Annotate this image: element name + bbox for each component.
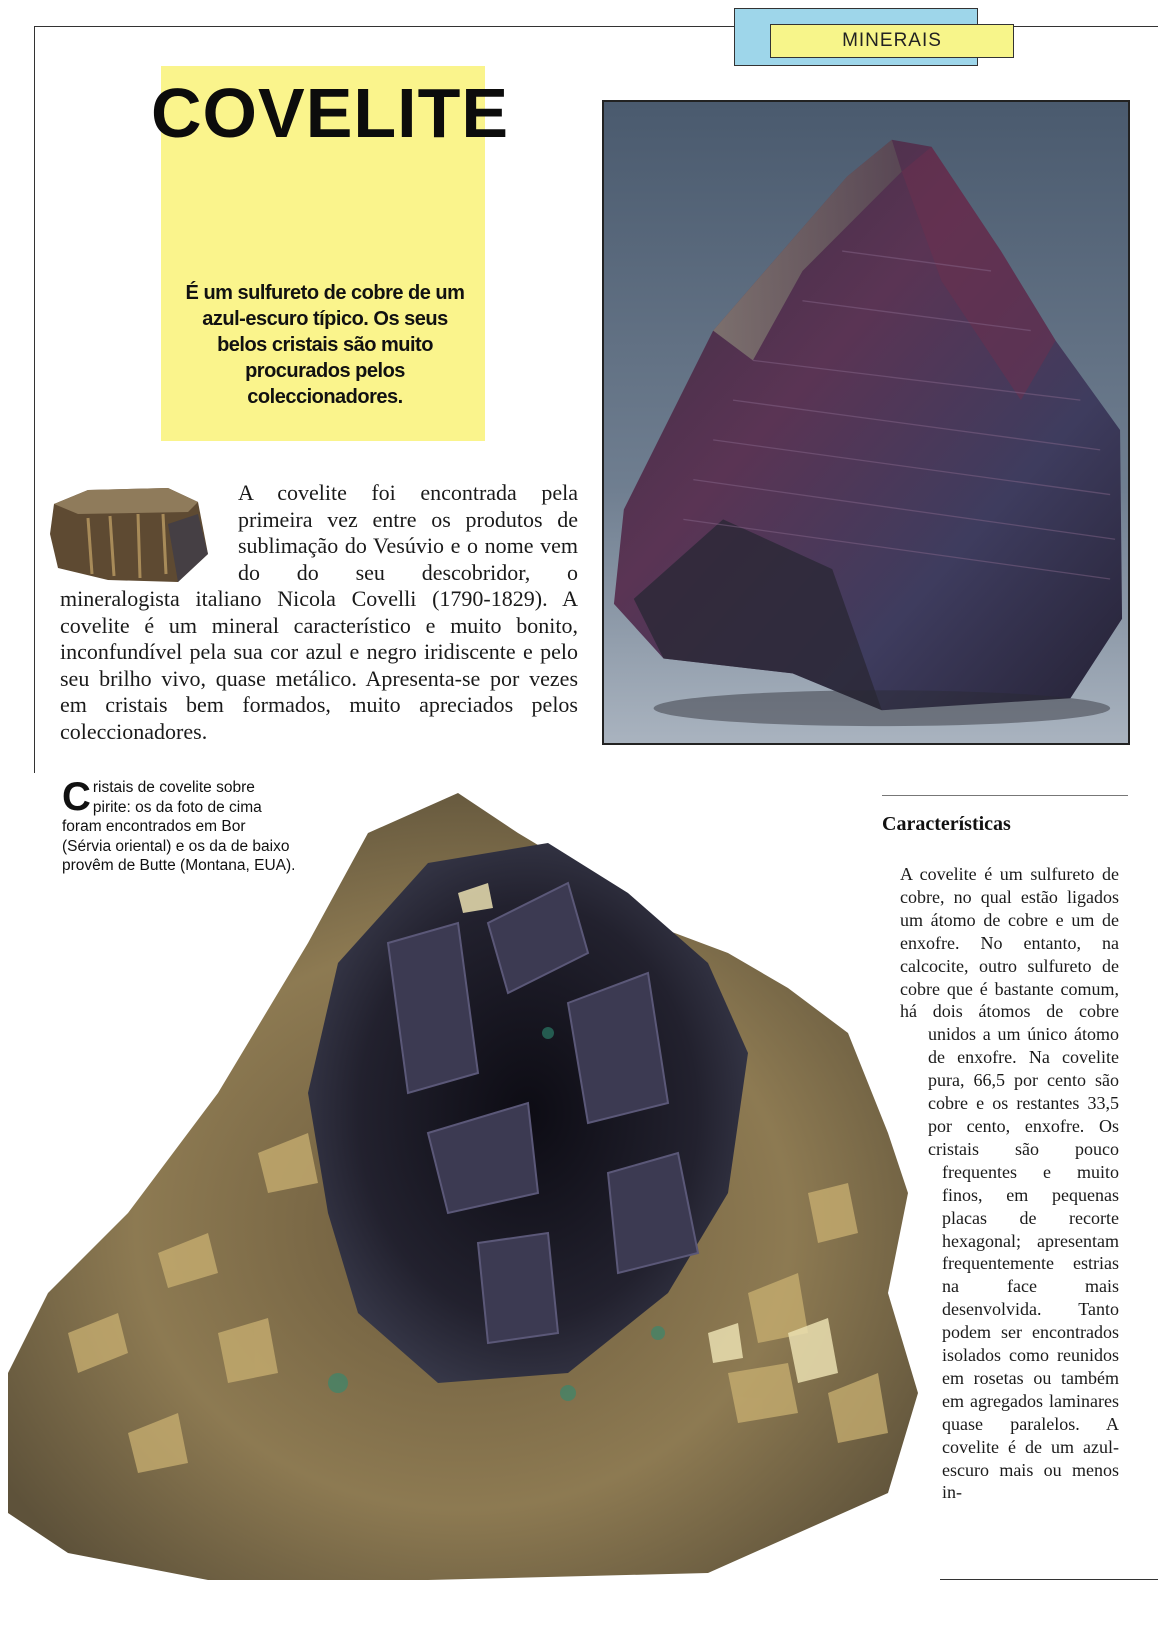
sidebar-body: A covelite é um sulfureto de cobre, no qual estão ligados um átomo de cobre e um de enxofre. No entanto, na calcocite, outro sulfureto de cobre que é bastante comum, há dois átomos de cobre unidos a um único átomo de enxofre. Na covelite pura, 66,5 por cento são cobre e os restantes 33,5 por cento, enxofre. Os cristais são pouco frequentes e muito finos, em pequenas placas de recorte hexagonal; apresentam frequentemente estrias na face mais desenvolvida. Tanto podem ser encontrados isolados como reunidos em rosetas ou também em agregados laminares quase paralelos. A covelite é de um azul-escuro mais ou menos in- [900,864,1119,1503]
caption-drop-cap: C [62,775,91,819]
text-wrap-space [876,1557,912,1627]
intro-paragraph [60,480,578,745]
lead-paragraph: É um sulfureto de cobre de um azul-escuro típico. Os seus belos cristais são muito procurados pelos coleccionadores. [185,282,465,408]
intro-text: A covelite foi encontrada pela primeira vez entre os produtos de sublimação do Vesúvio e o nome vem do do seu descobridor, o mineralogista italiano Nicola Covelli (1790-1829). A covelite é um mineral característico e muito bonito, inconfundível pela sua cor azul e negro iridiscente e pelo seu brilho vivo, quase metálico. Apresenta-se por vezes em cristais bem formados, muito apreciados pelos coleccionadores. [60,480,578,744]
photo-caption [62,775,297,876]
covellite-specimen-photo [602,100,1130,745]
text-wrap-space [876,863,900,1029]
covellite-on-pyrite-image [8,773,940,1580]
sidebar-heading: Características [882,813,1011,835]
text-wrap-space [876,1167,942,1557]
article-title: COVELITE [151,74,510,152]
text-wrap-space [876,1029,928,1167]
sidebar-text [876,863,1119,1627]
sidebar-divider [882,795,1128,796]
caption-text: ristais de covelite sobre pirite: os da foto de cima foram encontrados em Bor (Sérvia oriental) e os da de baixo provêm de Butte (Montana, EUA). [62,779,296,874]
covellite-on-pyrite-photo [8,773,940,1580]
thumbnail-text-wrap-space [60,480,238,583]
section-tag: MINERAIS [770,24,1014,58]
covellite-specimen-image [604,102,1128,743]
